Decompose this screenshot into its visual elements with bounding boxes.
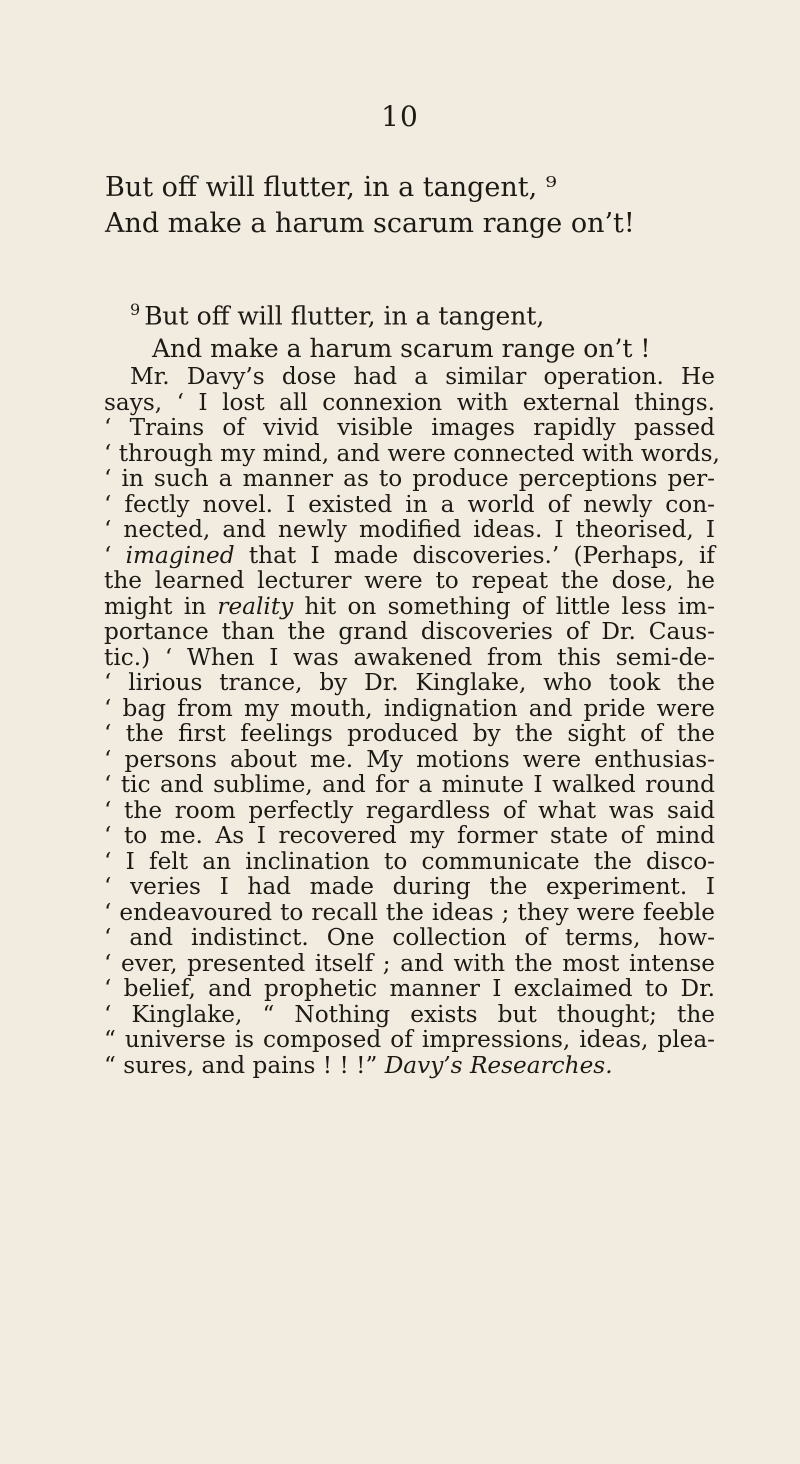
verse-line-2: And make a harum scarum range on’t! (105, 208, 635, 239)
footnote-line-1 (130, 293, 650, 332)
text-line (104, 594, 715, 620)
text-line: ‘ veries I had made during the experiment. I (104, 873, 715, 900)
page-number: 10 (381, 100, 419, 133)
text-line: Mr. Davy’s dose had a similar operation. He (130, 363, 715, 390)
text-line: ‘ endeavoured to recall the ideas ; they were feeble (104, 898, 715, 926)
text-fragment: might in (104, 592, 218, 620)
text-line: ‘ ever, presented itself ; and with the most intense (104, 949, 715, 977)
text-line: ‘ in such a manner as to produce perceptions per- (104, 465, 715, 492)
text-line: ‘ through my mind, and were connected with words, (104, 439, 720, 467)
text-line: ‘ fectly novel. I existed in a world of newly con- (104, 490, 715, 518)
text-line: “ universe is composed of impressions, ideas, plea- (104, 1026, 715, 1053)
text-line: the learned lecturer were to repeat the dose, he (104, 567, 715, 594)
text-line (104, 543, 715, 569)
footnote-verse (130, 293, 650, 365)
text-line: ‘ I felt an inclination to communicate the disco- (104, 847, 715, 875)
text-line: ‘ Trains of vivid visible images rapidly passed (104, 414, 715, 441)
citation: Davy’s Researches. (384, 1051, 613, 1079)
verse-line-1: But off will flutter, in a tangent, ⁹ (105, 172, 557, 203)
italic-word: imagined (125, 541, 235, 569)
text-line: ‘ bag from my mouth, indignation and pride were (104, 694, 715, 722)
text-line: ‘ nected, and newly modified ideas. I theorised, I (104, 516, 715, 543)
text-fragment: that I made discoveries.’ (Perhaps, if (234, 541, 715, 569)
italic-word: reality (217, 592, 294, 620)
text-line: tic.) ‘ When I was awakened from this semi-de- (104, 643, 715, 671)
text-line: ‘ and indistinct. One collection of terms, how- (104, 924, 715, 951)
text-fragment: hit on something of little less im- (293, 592, 715, 620)
footnote-text-1: But off will flutter, in a tangent, (144, 301, 545, 331)
text-fragment: “ sures, and pains ! ! !” (104, 1051, 385, 1079)
prose-paragraph (104, 363, 720, 1079)
text-line: ‘ to me. As I recovered my former state of mind (104, 822, 715, 849)
text-line: says, ‘ I lost all connexion with external things. (104, 388, 715, 416)
text-line: ‘ the first feelings produced by the sight of the (104, 720, 715, 747)
text-line: ‘ tic and sublime, and for a minute I walked round (104, 771, 715, 798)
footnote-mark: 9 (130, 300, 141, 319)
text-line: ‘ Kinglake, “ Nothing exists but thought; the (104, 1000, 715, 1028)
text-line: ‘ lirious trance, by Dr. Kinglake, who took the (104, 669, 715, 696)
text-line (104, 1053, 715, 1079)
quote-mark: ‘ (104, 541, 112, 569)
text-line: ‘ persons about me. My motions were enthusias- (104, 745, 715, 773)
footnote-line-2: And make a harum scarum range on’t ! (152, 334, 651, 364)
text-line: portance than the grand discoveries of Dr. Caus- (104, 618, 715, 645)
text-line: ‘ belief, and prophetic manner I exclaimed to Dr. (104, 975, 715, 1002)
verse-couplet (105, 170, 635, 242)
text-line: ‘ the room perfectly regardless of what was said (104, 796, 715, 824)
